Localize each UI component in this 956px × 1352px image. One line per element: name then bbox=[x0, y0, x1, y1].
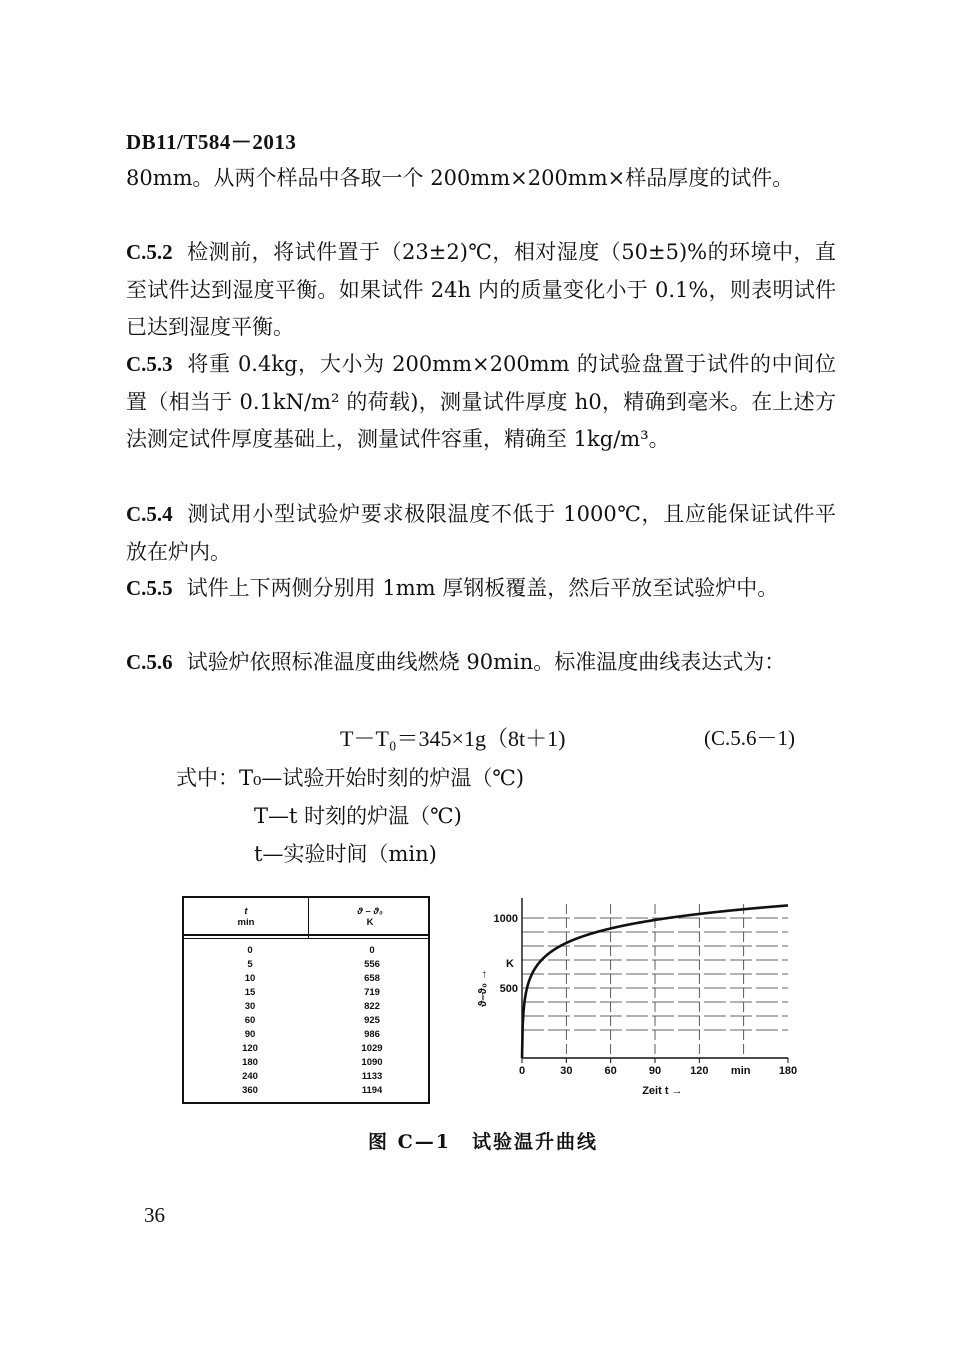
table-divider bbox=[308, 898, 309, 938]
table-column-time bbox=[190, 944, 310, 1098]
clause-number: C.5.5 bbox=[126, 576, 173, 600]
y-unit-label: K bbox=[506, 957, 514, 970]
table-cell-temperature: 822 bbox=[364, 1001, 380, 1012]
table-cell-temperature: 0 bbox=[369, 945, 375, 956]
table-cell-time: 180 bbox=[242, 1057, 258, 1068]
table-cell-time: 120 bbox=[242, 1043, 258, 1054]
table-cell-temperature: 1029 bbox=[361, 1043, 383, 1054]
table-header-temperature bbox=[310, 906, 430, 928]
table-cell-time: 5 bbox=[247, 959, 253, 970]
table-cell-temperature: 1194 bbox=[361, 1085, 383, 1096]
y-axis-title: ϑ–ϑ₀ → bbox=[477, 969, 489, 1007]
page-number: 36 bbox=[144, 1203, 165, 1227]
clause-text: 测试用小型试验炉要求极限温度不低于 1000℃，且应能保证试件平放在炉内。 bbox=[126, 502, 836, 564]
x-tick-label: 90 bbox=[648, 1065, 662, 1077]
y-tick-label: 1000 bbox=[493, 913, 518, 925]
clause-number: C.5.3 bbox=[126, 352, 173, 376]
table-cell-temperature: 1133 bbox=[361, 1071, 383, 1082]
figure-caption: 图 C—1 试验温升曲线 bbox=[368, 1131, 598, 1153]
x-tick-label: 0 bbox=[518, 1065, 526, 1077]
temperature-table bbox=[182, 896, 430, 1104]
table-cell-temperature: 1090 bbox=[361, 1057, 383, 1068]
clause-text: 检测前，将试件置于（23±2)℃，相对湿度（50±5)%的环境中，直至试件达到湿度平衡。如果试件 24h 内的质量变化小于 0.1%，则表明试件已达到湿度平衡。 bbox=[126, 240, 836, 339]
table-cell-time: 15 bbox=[244, 987, 256, 998]
table-cell-time: 90 bbox=[244, 1029, 256, 1040]
paragraph-continuation: 80mm。从两个样品中各取一个 200mm×200mm×样品厚度的试件。 bbox=[126, 166, 794, 190]
table-cell-time: 60 bbox=[244, 1015, 256, 1026]
temperature-formula: T－T₀＝345×1g（8t＋1) bbox=[340, 726, 566, 751]
clause-text: 试件上下两侧分别用 1mm 厚钢板覆盖，然后平放至试验炉中。 bbox=[186, 576, 779, 600]
clause-number: C.5.4 bbox=[126, 502, 173, 526]
table-cell-temperature: 658 bbox=[364, 973, 380, 984]
table-cell-time: 240 bbox=[242, 1071, 258, 1082]
table-cell-temperature: 986 bbox=[364, 1029, 380, 1040]
formula-number: (C.5.6－1) bbox=[704, 726, 795, 750]
clause-text: 试验炉依照标准温度曲线燃烧 90min。标准温度曲线表达式为： bbox=[186, 650, 786, 674]
header-symbol: t bbox=[244, 906, 248, 917]
x-tick-label: 120 bbox=[690, 1065, 709, 1077]
x-tick-label: 180 bbox=[778, 1065, 798, 1077]
header-symbol: ϑ – ϑ₀ bbox=[357, 906, 383, 917]
header-unit: K bbox=[366, 917, 374, 928]
table-cell-time: 360 bbox=[242, 1085, 258, 1096]
standard-code: DB11/T584－2013 bbox=[126, 130, 297, 154]
table-divider bbox=[184, 934, 428, 936]
table-cell-temperature: 556 bbox=[364, 959, 380, 970]
clause-number: C.5.2 bbox=[126, 240, 173, 264]
table-cell-temperature: 925 bbox=[364, 1015, 380, 1026]
clause-c-5-6 bbox=[126, 644, 836, 682]
where-line-t: T—t 时刻的炉温（℃) bbox=[254, 804, 462, 828]
clause-c-5-3 bbox=[126, 346, 836, 459]
table-cell-time: 10 bbox=[244, 973, 256, 984]
table-header-time bbox=[186, 906, 306, 928]
table-divider bbox=[184, 938, 428, 939]
table-cell-time: 0 bbox=[247, 945, 253, 956]
table-cell-temperature: 719 bbox=[364, 987, 380, 998]
where-line-time: t—实验时间（min) bbox=[254, 842, 437, 866]
temperature-rise-chart bbox=[470, 890, 810, 1110]
table-cell-time: 30 bbox=[244, 1001, 256, 1012]
x-tick-label: 60 bbox=[604, 1065, 617, 1077]
x-axis-title: Zeit t → bbox=[642, 1085, 683, 1097]
clause-c-5-2 bbox=[126, 234, 836, 347]
header-unit: min bbox=[237, 917, 255, 928]
clause-c-5-4 bbox=[126, 496, 836, 571]
x-tick-label: 30 bbox=[560, 1065, 573, 1077]
clause-number: C.5.6 bbox=[126, 650, 173, 674]
clause-c-5-5 bbox=[126, 570, 836, 608]
table-column-temperature bbox=[312, 944, 432, 1098]
y-tick-label: 500 bbox=[499, 983, 518, 995]
where-line-t0: 式中：T₀—试验开始时刻的炉温（℃) bbox=[176, 766, 525, 790]
clause-text: 将重 0.4kg，大小为 200mm×200mm 的试验盘置于试件的中间位置（相当于 0.1kN/m² 的荷载)，测量试件厚度 h0，精确到毫米。在上述方法测定试件厚度基础上，测量试件容重，精确至 1kg/m³。 bbox=[126, 352, 836, 451]
x-unit-label: min bbox=[730, 1065, 751, 1077]
